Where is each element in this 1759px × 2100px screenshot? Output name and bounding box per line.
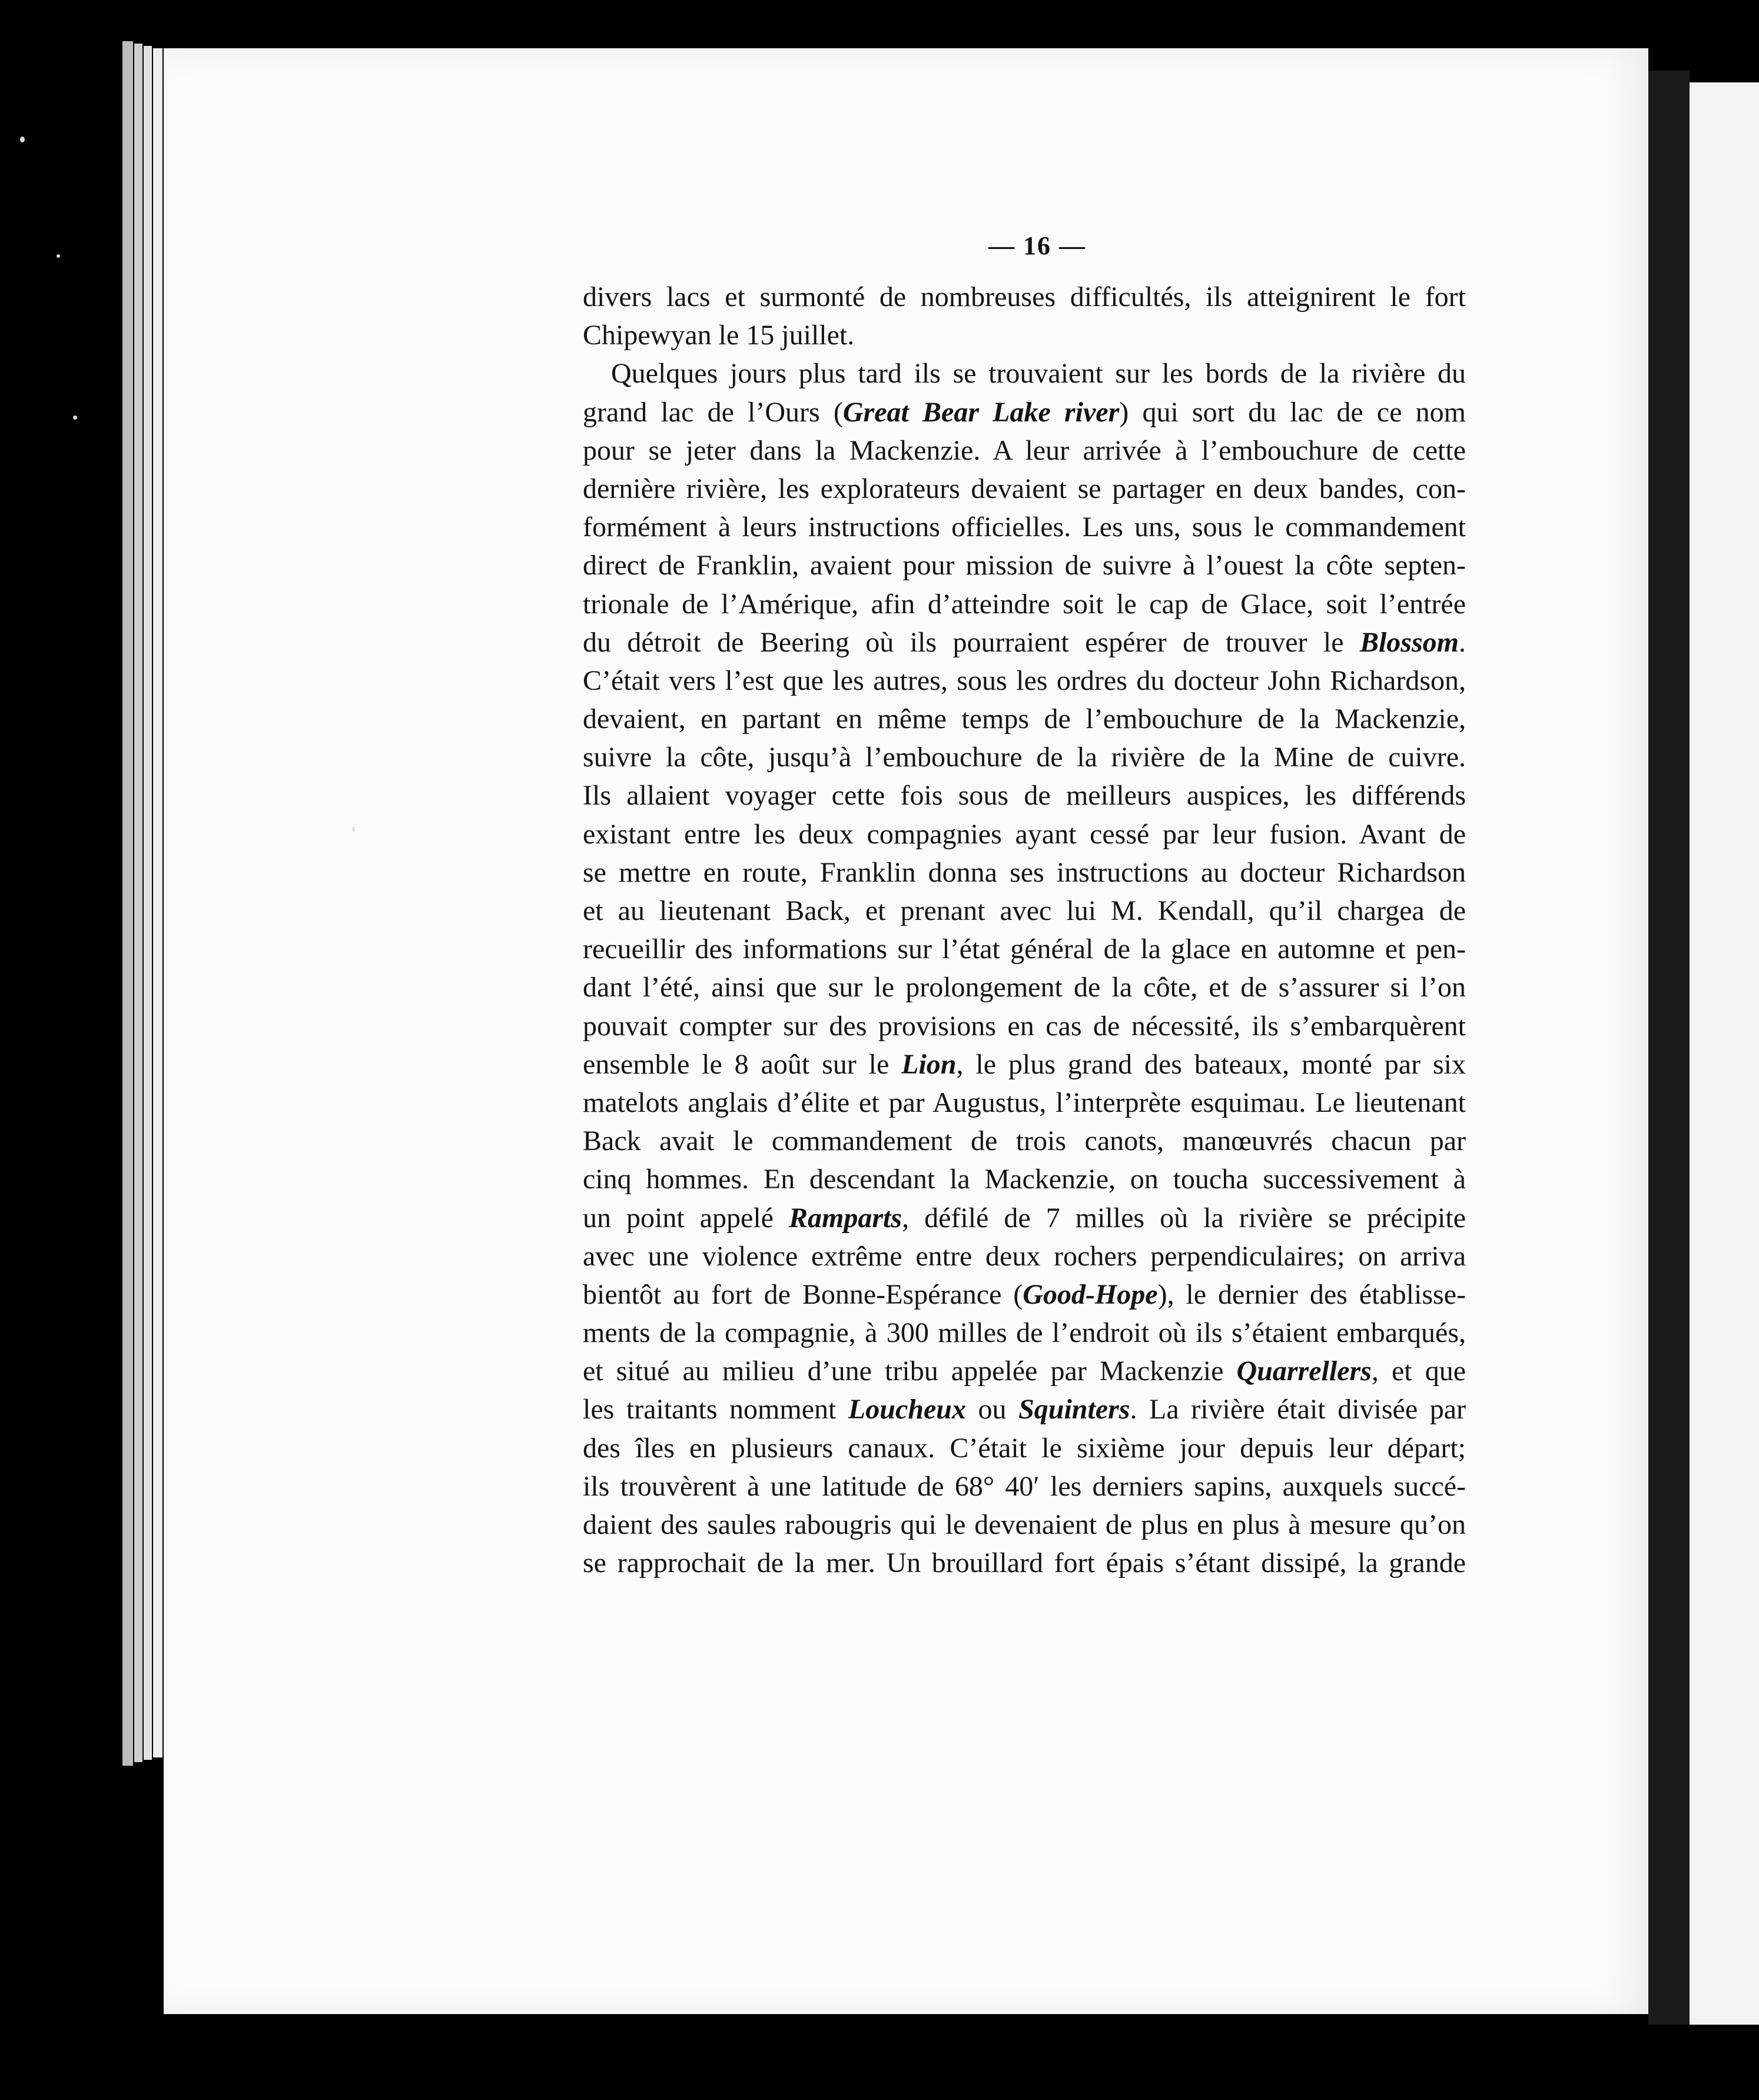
text-segment: et au lieutenant Back, et prenant avec lui M. Kendall, qu’il chargea de (583, 895, 1466, 926)
text-line (583, 431, 1466, 470)
text-segment: se rapprochait de la mer. Un brouillard fort épais s’étant dissipé, la grande (583, 1547, 1466, 1579)
text-line (583, 393, 1466, 431)
text-segment: existant entre les deux compagnies ayant cessé par leur fusion. Avant de (583, 818, 1466, 850)
text-segment: . (1459, 626, 1466, 658)
text-line (583, 662, 1466, 700)
scan-speck (352, 826, 355, 832)
italic-text: Squinters (1018, 1394, 1130, 1426)
text-segment: et situé au milieu d’une tribu appelée par Mackenzie (583, 1355, 1237, 1387)
text-line (583, 1122, 1466, 1160)
text-line (583, 1429, 1466, 1467)
text-segment: ments de la compagnie, à 300 milles de l’endroit où ils s’étaient embarqués, (583, 1317, 1466, 1349)
text-line (583, 1275, 1466, 1314)
text-segment: ou (965, 1394, 1019, 1426)
text-segment: matelots anglais d’élite et par Augustus, l’interprète esquimau. Le lieutenant (583, 1086, 1466, 1118)
text-line (583, 585, 1466, 623)
text-line (583, 700, 1466, 738)
book-gutter (1648, 71, 1690, 2025)
text-segment: les traitants nomment (583, 1394, 848, 1426)
italic-text: Loucheux (848, 1394, 966, 1426)
text-line (583, 815, 1466, 853)
text-segment: daient des saules rabougris qui le devenaient de plus en plus à mesure qu’on (583, 1509, 1466, 1540)
text-segment: ), le dernier des établisse- (1157, 1278, 1466, 1310)
text-line (583, 1352, 1466, 1390)
page-number: — 16 — (988, 231, 1086, 260)
text-line (583, 892, 1466, 930)
text-segment: trionale de l’Amérique, afin d’atteindre soit le cap de Glace, soit l’entrée (583, 588, 1466, 620)
text-line (583, 546, 1466, 584)
text-segment: formément à leurs instructions officielles. Les uns, sous le commandement (583, 511, 1466, 543)
scan-speck (73, 416, 77, 420)
text-segment: des îles en plusieurs canaux. C’était le sixième jour depuis leur départ; (583, 1432, 1466, 1464)
text-line (583, 1237, 1466, 1275)
text-line (583, 1084, 1466, 1122)
text-segment: bientôt au fort de Bonne-Espérance ( (583, 1278, 1023, 1310)
text-segment: Chipewyan le 15 juillet. (583, 320, 855, 351)
text-line (583, 776, 1466, 815)
text-line (583, 1199, 1466, 1237)
text-segment: pouvait compter sur des provisions en cas de nécessité, ils s’embarquèrent (583, 1010, 1466, 1042)
text-segment: suivre la côte, jusqu’à l’embouchure de la rivière de la Mine de cuivre. (583, 742, 1466, 773)
italic-text: Quarrellers (1236, 1355, 1372, 1387)
body-text (583, 278, 1466, 1582)
text-line (583, 1160, 1466, 1198)
text-segment: grand lac de l’Ours ( (583, 396, 843, 428)
text-line (583, 930, 1466, 968)
text-segment: Ils allaient voyager cette fois sous de meilleurs auspices, les différends (583, 780, 1466, 812)
text-segment: C’était vers l’est que les autres, sous les ordres du docteur John Richardson, (583, 664, 1466, 696)
text-line (583, 1045, 1466, 1084)
text-segment: direct de Franklin, avaient pour mission de suivre à l’ouest la côte septen- (583, 550, 1466, 582)
text-segment: un point appelé (583, 1202, 789, 1234)
text-segment: Quelques jours plus tard ils se trouvaient sur les bords de la rivière du (611, 358, 1466, 390)
text-segment: ensemble le 8 août sur le (583, 1048, 902, 1080)
text-line (583, 1314, 1466, 1352)
text-segment: divers lacs et surmonté de nombreuses difficultés, ils atteignirent le fort (583, 281, 1466, 313)
text-segment: dernière rivière, les explorateurs devaient se partager en deux bandes, con- (583, 473, 1466, 504)
text-segment: Back avait le commandement de trois canots, manœuvrés chacun par (583, 1125, 1466, 1157)
italic-text: Ramparts (789, 1202, 902, 1234)
italic-text: Blossom (1359, 626, 1459, 658)
text-segment: recueillir des informations sur l’état général de la glace en automne et pen- (583, 933, 1466, 965)
text-segment: pour se jeter dans la Mackenzie. A leur arrivée à l’embouchure de cette (583, 434, 1466, 466)
text-segment: ils trouvèrent à une latitude de 68° 40′ les derniers sapins, auxquels succé- (583, 1470, 1466, 1502)
italic-text: Lion (901, 1048, 957, 1080)
italic-text: Good-Hope (1023, 1278, 1158, 1310)
text-segment: du détroit de Beering où ils pourraient espérer de trouver le (583, 626, 1360, 658)
text-line (583, 853, 1466, 892)
text-line (583, 623, 1466, 662)
text-line (583, 1506, 1466, 1544)
text-line (583, 470, 1466, 508)
text-segment: dant l’été, ainsi que sur le prolongement de la côte, et de s’assurer si l’on (583, 972, 1466, 1004)
facing-page-edge (1690, 82, 1759, 2025)
text-line (583, 1467, 1466, 1506)
text-segment: avec une violence extrême entre deux rochers perpendiculaires; on arriva (583, 1240, 1466, 1272)
page-edge (134, 44, 142, 1762)
text-segment: cinq hommes. En descendant la Mackenzie, on toucha successivement à (583, 1164, 1466, 1195)
italic-text: Great Bear Lake river (842, 396, 1120, 428)
text-segment: ) qui sort du lac de ce nom (1119, 396, 1466, 428)
text-line (583, 968, 1466, 1006)
text-segment: , et que (1371, 1355, 1466, 1387)
scan-speck (20, 137, 25, 142)
text-line (583, 508, 1466, 546)
text-line (583, 354, 1466, 393)
page-edge (153, 48, 162, 1757)
scan-speck (57, 254, 60, 258)
page-edge (144, 46, 152, 1760)
text-segment: devaient, en partant en même temps de l’embouchure de la Mackenzie, (583, 703, 1466, 735)
text-line (583, 1544, 1466, 1582)
text-line (583, 738, 1466, 776)
text-segment: , le plus grand des bateaux, monté par six (956, 1048, 1466, 1080)
text-line (583, 316, 1466, 354)
text-segment: . La rivière était divisée par (1130, 1394, 1466, 1426)
text-line (583, 278, 1466, 316)
text-line (583, 1007, 1466, 1045)
text-line (583, 1390, 1466, 1428)
text-segment: , défilé de 7 milles où la rivière se précipite (902, 1202, 1466, 1234)
text-segment: se mettre en route, Franklin donna ses instructions au docteur Richardson (583, 856, 1466, 888)
page-edge (122, 41, 133, 1766)
